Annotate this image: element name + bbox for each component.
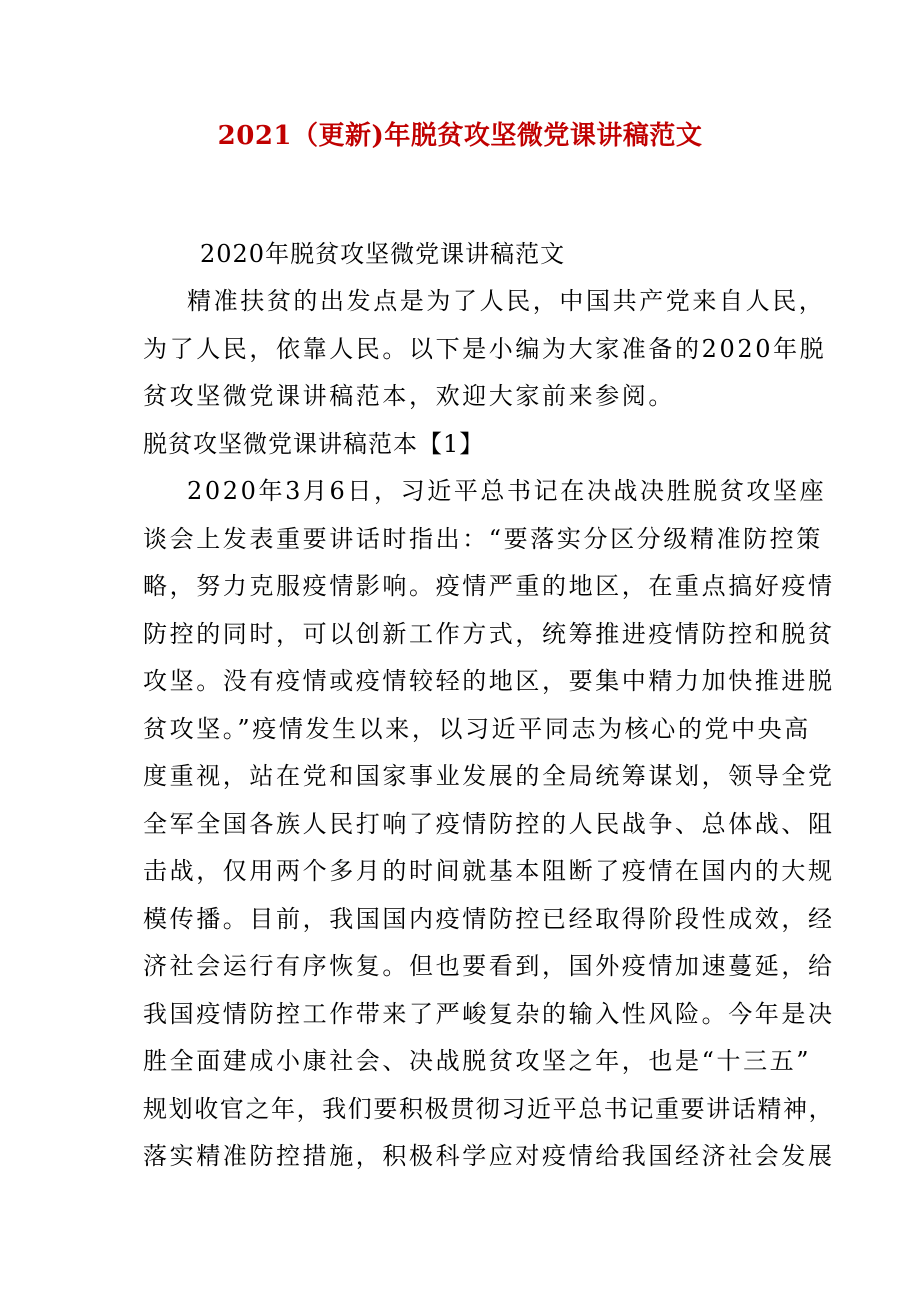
paragraph-line: 贫攻坚微党课讲稿范本，欢迎大家前来参阅。 — [143, 382, 675, 410]
paragraph-line: 谈会上发表重要讲话时指出：“要落实分区分级精准防控策 — [143, 525, 823, 553]
paragraph-line: 贫攻坚。”疫情发生以来，以习近平同志为核心的党中央高 — [143, 715, 811, 743]
subtitle-line: 2020年脱贫攻坚微党课讲稿范文 — [200, 240, 566, 268]
section-heading: 脱贫攻坚微党课讲稿范本【1】 — [143, 430, 485, 458]
paragraph-line: 济社会运行有序恢复。但也要看到，国外疫情加速蔓延，给 — [143, 952, 835, 980]
paragraph-line: 落实精准防控措施，积极科学应对疫情给我国经济社会发展 — [143, 1142, 835, 1170]
paragraph-line: 击战，仅用两个多月的时间就基本阻断了疫情在国内的大规 — [143, 857, 835, 885]
paragraph-line: 全军全国各族人民打响了疫情防控的人民战争、总体战、阻 — [143, 810, 835, 838]
paragraph-line: 略，努力克服疫情影响。疫情严重的地区，在重点搞好疫情 — [143, 572, 835, 600]
document-title: 2021（更新)年脱贫攻坚微党课讲稿范文 — [217, 121, 703, 151]
paragraph-line: 模传播。目前，我国国内疫情防控已经取得阶段性成效，经 — [143, 905, 835, 933]
paragraph-line: 防控的同时，可以创新工作方式，统筹推进疫情防控和脱贫 — [143, 620, 835, 648]
paragraph-line: 我国疫情防控工作带来了严峻复杂的输入性风险。今年是决 — [143, 1000, 835, 1028]
paragraph-line: 度重视，站在党和国家事业发展的全局统筹谋划，领导全党 — [143, 762, 835, 790]
paragraph-line: 为了人民，依靠人民。以下是小编为大家准备的2020年脱 — [143, 335, 827, 363]
paragraph-line: 攻坚。没有疫情或疫情较轻的地区，要集中精力加快推进脱 — [143, 667, 835, 695]
paragraph-line: 胜全面建成小康社会、决战脱贫攻坚之年，也是“十三五” — [143, 1047, 812, 1075]
paragraph-line: 规划收官之年，我们要积极贯彻习近平总书记重要讲话精神， — [143, 1095, 835, 1123]
paragraph-line: 精准扶贫的出发点是为了人民，中国共产党来自人民， — [187, 287, 826, 315]
paragraph-line: 2020年3月6日，习近平总书记在决战决胜脱贫攻坚座 — [187, 477, 827, 505]
